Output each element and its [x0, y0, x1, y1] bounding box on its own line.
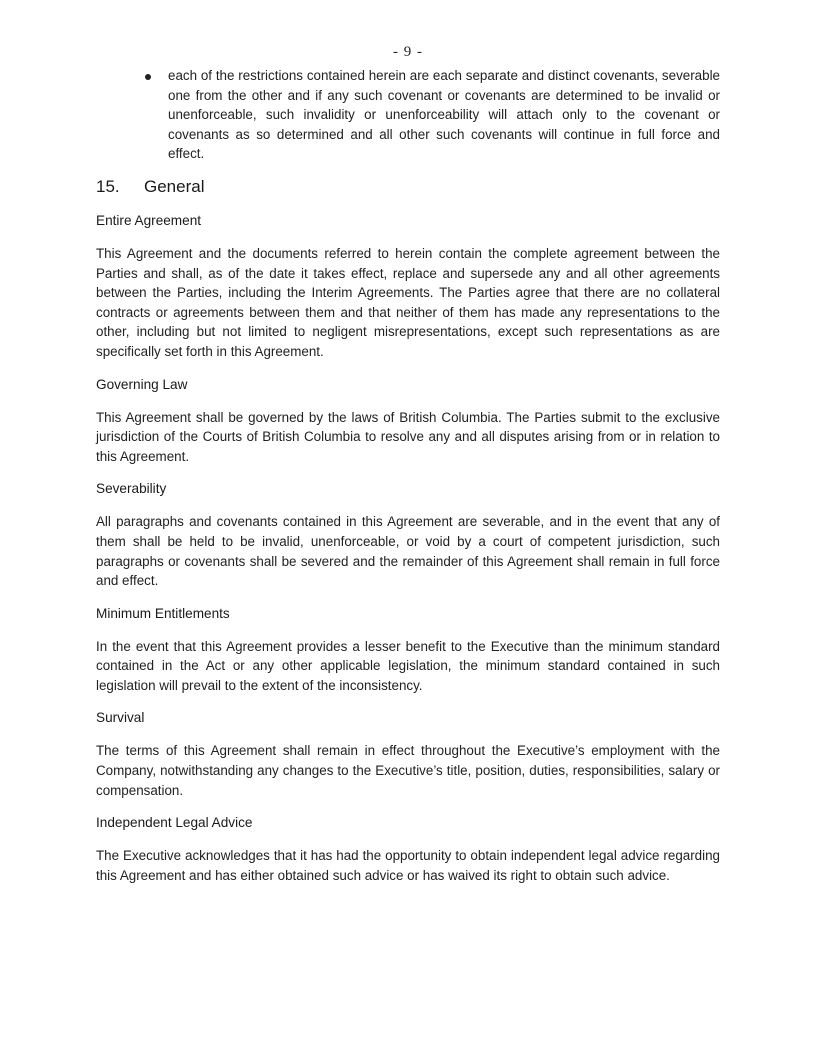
bullet-dot-icon [145, 74, 151, 80]
paragraph-independent-legal-advice: The Executive acknowledges that it has had the opportunity to obtain independent legal advice regarding this Agreement and has either obtained such advice or has waived its right to obtain such advice. [96, 848, 720, 883]
bullet-text: each of the restrictions contained herein are each separate and distinct covenants, severable one from the other and if any such covenant or covenants are determined to be invalid or unenforceable, such invalidity or unenforceability will attach only to the covenant or covenants as so determined and all other such covenants will continue in full force and effect. [168, 68, 720, 162]
section-number: 15. [96, 176, 120, 196]
subsection-heading-severability: Severability [96, 481, 167, 497]
paragraph-survival: The terms of this Agreement shall remain in effect throughout the Executive’s employment with the Company, notwithstanding any changes to the Executive’s title, position, duties, responsibilities, salary or compensation. [96, 743, 720, 798]
paragraph-entire-agreement: This Agreement and the documents referred to herein contain the complete agreement between the Parties and shall, as of the date it takes effect, replace and supersede any and all other agreements between the Parties, including the Interim Agreements. The Parties agree that there are no collateral contracts or agreements between them and that neither of them has made any representations to the other, including but not limited to negligent misrepresentations, except such representations as are specifically set forth in this Agreement. [96, 245, 720, 359]
subsection-heading-survival: Survival [96, 710, 145, 726]
subsection-heading-entire-agreement: Entire Agreement [96, 212, 202, 228]
subsection-heading-independent-legal-advice: Independent Legal Advice [96, 815, 253, 831]
subsection-heading-minimum-entitlements: Minimum Entitlements [96, 605, 230, 621]
subsection-heading-governing-law: Governing Law [96, 376, 188, 392]
page-number: - 9 - [393, 44, 423, 60]
section-title: General [144, 176, 205, 196]
paragraph-severability: All paragraphs and covenants contained in this Agreement are severable, and in the event that any of them shall be held to be invalid, unenforceable, or void by a court of competent jurisdiction, such paragraphs or covenants shall be severed and the remainder of this Agreement shall remain in full force and effect. [96, 514, 720, 589]
bullet-item [96, 66, 720, 164]
section-heading [96, 176, 720, 198]
paragraph-governing-law: This Agreement shall be governed by the laws of British Columbia. The Parties submit to the exclusive jurisdiction of the Courts of British Columbia to resolve any and all disputes arising from or in relation to this Agreement. [96, 409, 720, 464]
page-content [96, 66, 720, 885]
paragraph-minimum-entitlements: In the event that this Agreement provides a lesser benefit to the Executive than the minimum standard contained in the Act or any other applicable legislation, the minimum standard contained in such legislation will prevail to the extent of the inconsistency. [96, 638, 720, 693]
